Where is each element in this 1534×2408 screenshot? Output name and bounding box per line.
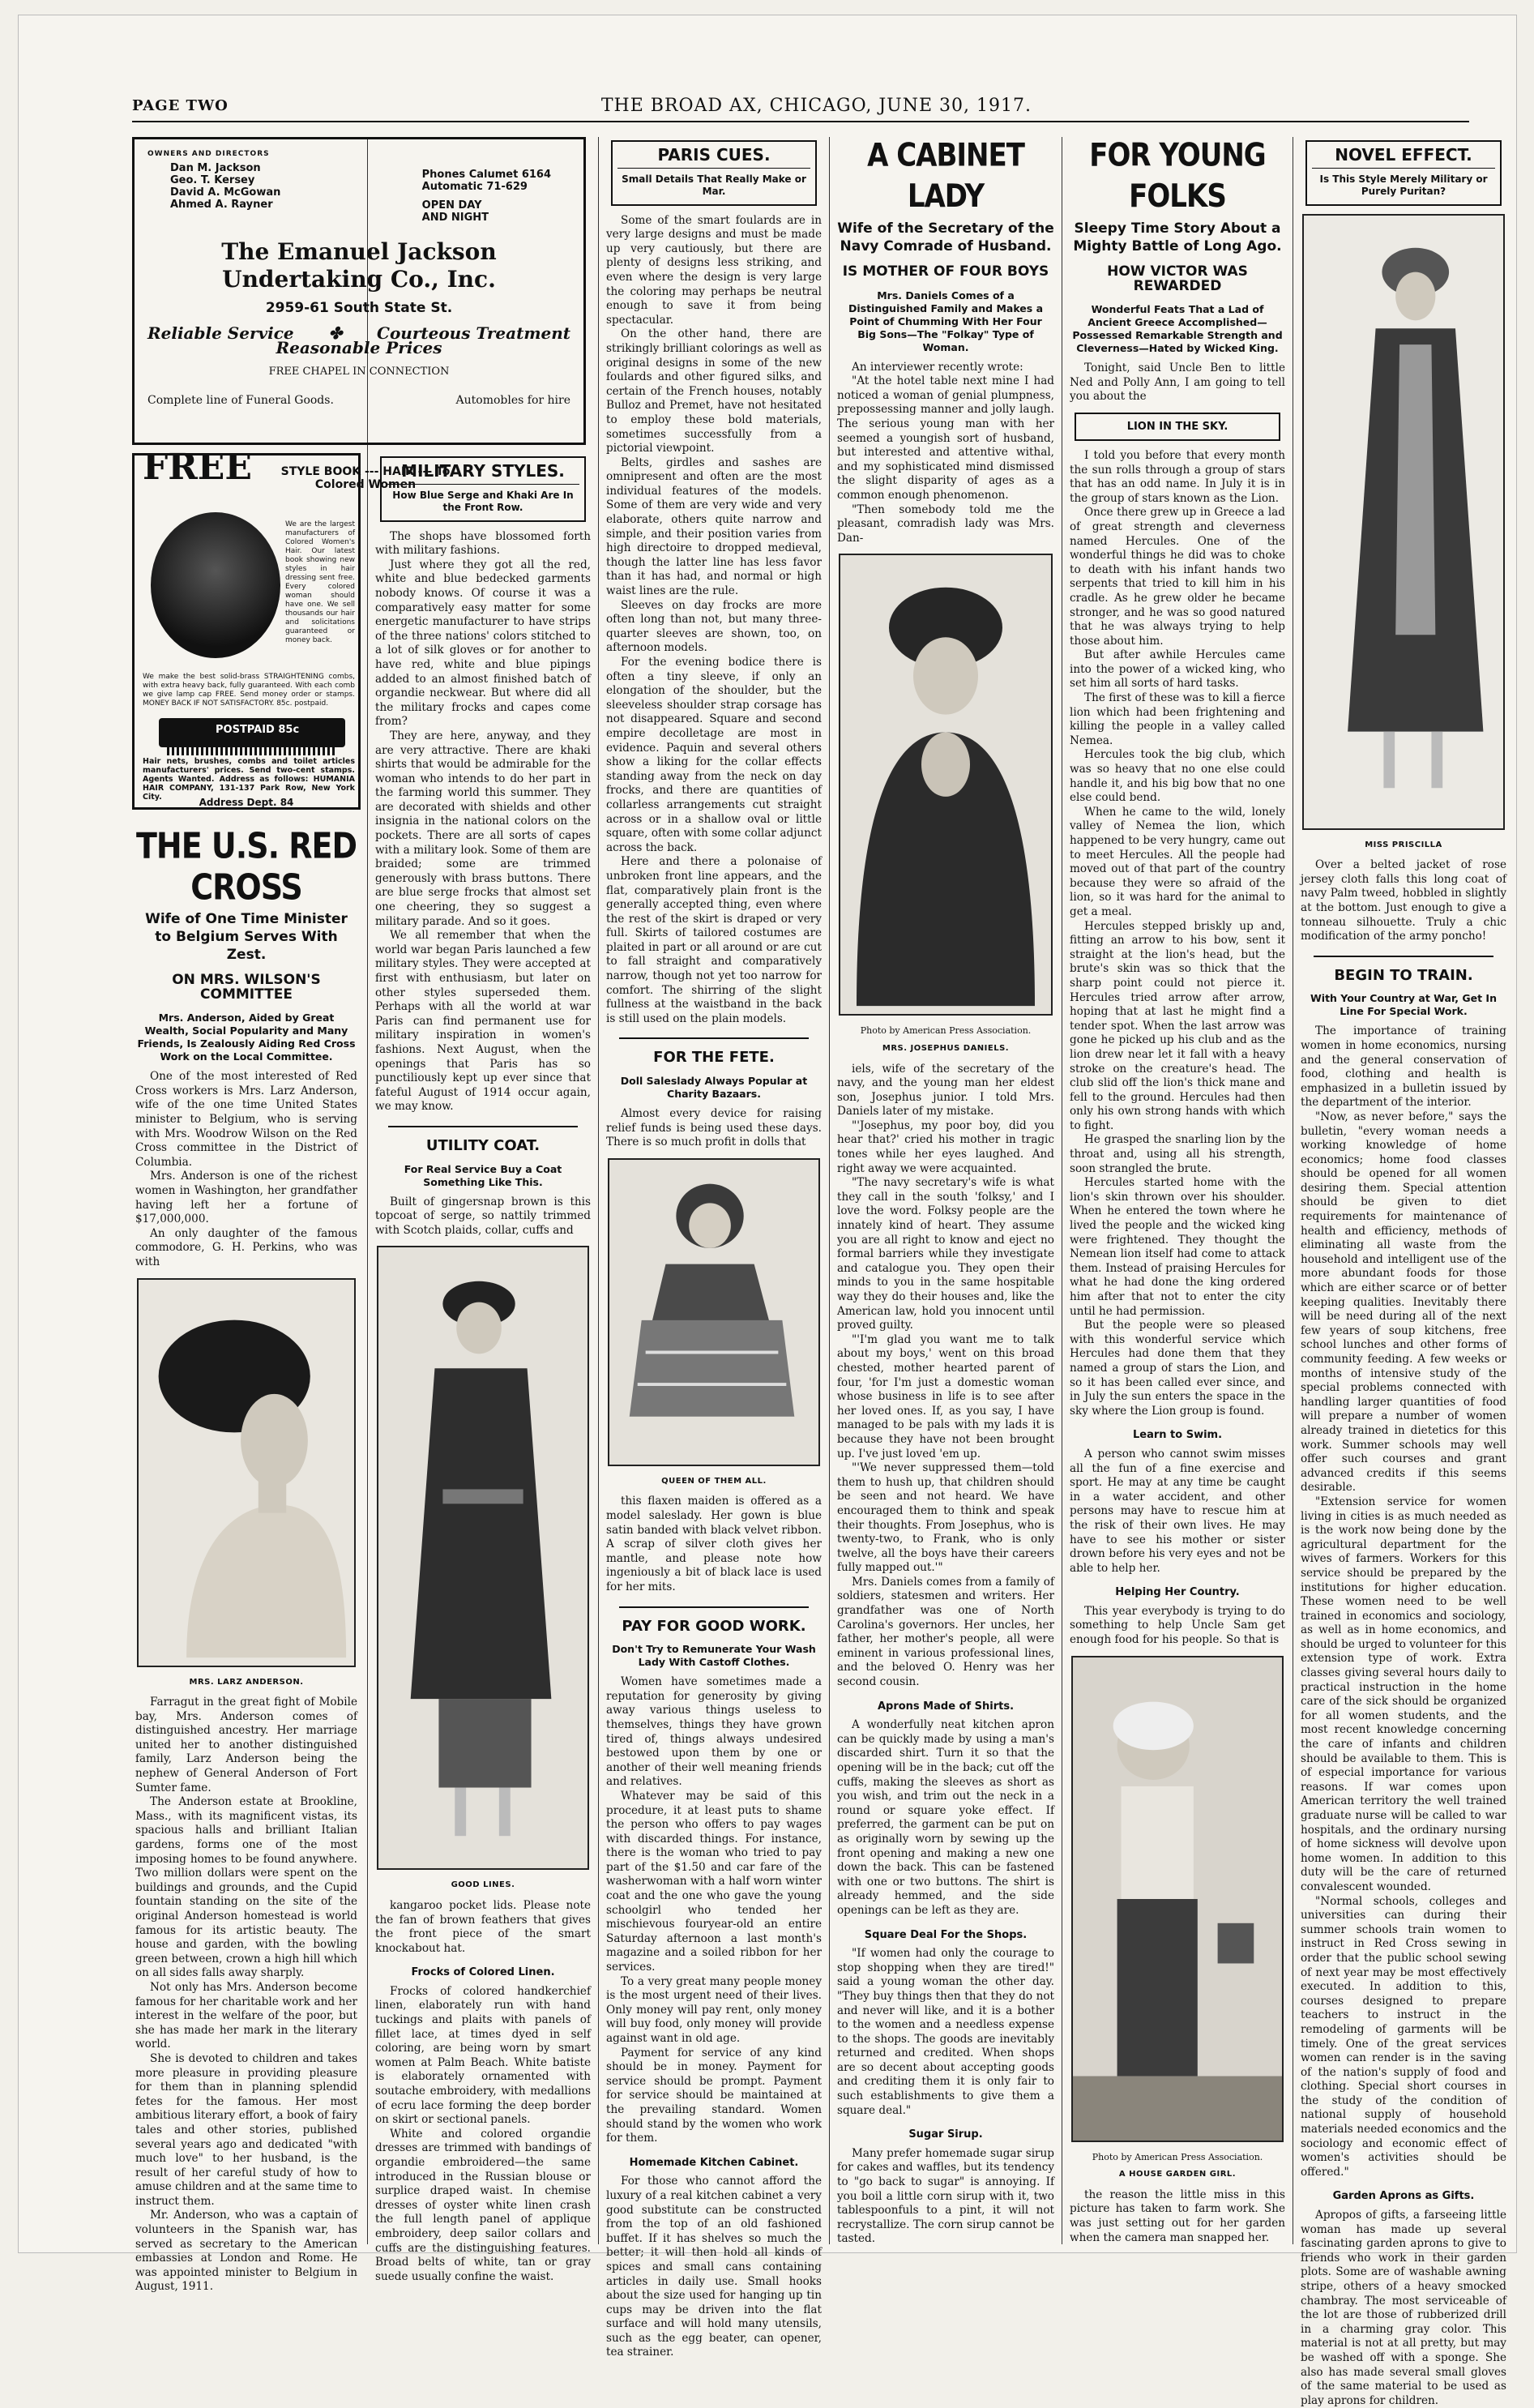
paragraph: the reason the little miss in this picture has taken to farm work. She was just setting out for her garden when the camera man snapped her. (1070, 2188, 1285, 2244)
paragraph: They are here, anyway, and they are very attractive. There are khaki shirts that would be admirable for the woman who intends to do her part in the farming world this summer. They are decorated with shields and other insignia in the national colors on the pockets. There are all sorts of capes with a military look. Some of them are braided; some are trimmed generously with brass buttons. There are blue serge frocks that almost set one cheering, they so suggest a military parade. And so it goes. (375, 729, 591, 928)
comb-price: POSTPAID 85c (216, 724, 300, 736)
paragraph: Over a belted jacket of rose jersey cloth falls this long coat of navy Palm tweed, hobbled in slightly at the bottom. Just enough to give a tonneau silhouette. Truly a chic modification of the army poncho! (1301, 858, 1506, 943)
photo-caption: MRS. JOSEPHUS DANIELS. (882, 1043, 1010, 1053)
paragraph: But the people were so pleased with this wonderful service which Hercules had done them that they named a group of stars the Lion, and so it has been called ever since, and in July the sun enters the space in the sky where the Lion group is found. (1070, 1319, 1285, 1418)
paragraph: For the evening bodice there is often a tiny sleeve, if only an elongation of the shoulder, but the sleeveless shoulder strap corsage has not disappeared. Square and second empire decolletage are most in evidence. Paquin and several others show a liking for the collar effects standing away from the neck on day frocks, and there are quantities of collarless arrangements cut straight across or in a shallow oval or little square, often with some collar adjunct across the back. (606, 656, 822, 854)
column-2 (372, 453, 594, 2283)
phone: Phones Calumet 6164 (421, 169, 551, 181)
portrait-photo (137, 1278, 356, 1667)
woman-in-coat-icon (378, 1247, 588, 1868)
paragraph: For those who cannot afford the luxury of a real kitchen cabinet a very good substitute can be constructed from the top of an old fashioned buffet. If it has shelves so much the better; it will then hold all kinds of spices and small cans containing articles in daily use. Small hooks about the size used for hanging up tin cups may be driven into the flat surface and will hold many utensils, such as the egg beater, can opener, tea strainer. (606, 2175, 822, 2359)
inline-head: Helping Her Country. (1115, 1586, 1240, 1599)
hair-ad-body: We are the largest manufacturers of Colored Women's Hair. Our latest book showing new styles in hair dressing sent free. Every colored woman should have one. We sell thousands our hair and solicitations guaranteed or money back. (285, 520, 355, 644)
subhead-caps: IS MOTHER OF FOUR BOYS (842, 263, 1049, 280)
paragraph: When he came to the wild, lonely valley of Nemea the lion, which happened to be very hungry, came out to meet Hercules. All the people had moved out of that part of the country because they were so afraid of the lion, so it was hard for the animal to get a meal. (1070, 805, 1285, 918)
bottom-line (147, 394, 570, 408)
subhead-caps: ON MRS. WILSON'S COMMITTEE (172, 972, 321, 1003)
prices-line: Reasonable Prices (276, 337, 442, 357)
paragraph: Some of the smart foulards are in very large designs and must be made up very cautiously, but there are plenty of designs less striking, and even where the design is very large the coloring may perhaps be neutral enough to save it from being spectacular. (606, 213, 822, 327)
owner-name: Ahmed A. Rayner (170, 198, 273, 211)
phones (422, 169, 551, 224)
headline-fete: FOR THE FETE. (653, 1049, 775, 1067)
paragraph: "Then somebody told me the pleasant, comradish lady was Mrs. Dan- (837, 503, 1054, 545)
hair-ad (132, 447, 451, 810)
inline-head: Learn to Swim. (1132, 1429, 1223, 1442)
photo-caption: A HOUSE GARDEN GIRL. (1118, 2170, 1237, 2179)
inline-head: Aprons Made of Shirts. (877, 1700, 1015, 1713)
page-number: PAGE TWO (132, 96, 229, 114)
owner-name: David A. McGowan (170, 186, 281, 199)
paragraph: Tonight, said Uncle Ben to little Ned and Polly Ann, I am going to tell you about the (1070, 361, 1285, 404)
newspaper-page (18, 15, 1517, 2407)
deck: Doll Saleslady Always Popular at Charity Bazaars. (620, 1075, 808, 1101)
headline-paris-cues: PARIS CUES. (617, 148, 810, 169)
paragraph: Women have sometimes made a reputation for generosity by giving away various things useless to themselves, things they have grown tired of, things always undesired bestowed upon them by one or another of their well meaning friends and relatives. (606, 1675, 822, 1789)
lion-head: LION IN THE SKY. (1126, 420, 1228, 433)
paragraph: An interviewer recently wrote: (852, 360, 1023, 374)
headline-red-cross: THE U.S. RED CROSS (136, 825, 357, 908)
column-rule (367, 137, 368, 2244)
headline-pay: PAY FOR GOOD WORK. (622, 1617, 806, 1635)
divider (388, 1126, 578, 1127)
subhead: Small Details That Really Make or Mar. (622, 173, 806, 197)
paragraph: Built of gingersnap brown is this topcoat of serge, so nattily trimmed with Scotch plaids, collar, cuffs and (375, 1195, 591, 1237)
garden-girl-photo (1071, 1656, 1284, 2142)
autos: Automobles for hire (455, 393, 570, 407)
service-right: Courteous Treatment (377, 323, 570, 344)
headline-novel-effect: NOVEL EFFECT. (1312, 148, 1495, 169)
deck: For Real Service Buy a Coat Something Like This. (404, 1162, 562, 1188)
paragraph: this flaxen maiden is offered as a model saleslady. Her gown is blue satin banded with black velvet ribbon. A scrap of silver cloth gives her mantle, and please note how ingeniously a bit of black lace is used for her mits. (606, 1495, 822, 1593)
column-4 (834, 137, 1058, 2252)
paragraph: On the other hand, there are strikingly brilliant colorings as well as original designs in some of the new foulards and other figured silks, and certain of the French houses, notably Bulloz and Premet, have not hesitated to employ these bold materials, sometimes successfully from a pictorial viewpoint. (606, 327, 822, 456)
subhead: Sleepy Time Story About a Mighty Battle of Long Ago. (1073, 220, 1282, 254)
subhead: Wife of the Secretary of the Navy Comrade of Husband. (837, 220, 1054, 254)
deck: Don't Try to Remunerate Your Wash Lady With Castoff Clothes. (612, 1643, 816, 1669)
headline-utility-coat: UTILITY COAT. (425, 1136, 541, 1154)
deck: Mrs. Anderson, Aided by Great Wealth, Social Popularity and Many Friends, Is Zealously Aiding Red Cross Work on the Local Committee. (137, 1012, 356, 1063)
deck: With Your Country at War, Get In Line For Special Work. (1310, 992, 1497, 1018)
paragraph: One of the most interested of Red Cross workers is Mrs. Larz Anderson, wife of the one time United States minister to Belgium, who is serving with Mrs. Woodrow Wilson on the Red Cross committee in the District of Columbia. (135, 1070, 357, 1169)
inline-head: Sugar Sirup. (908, 2128, 983, 2141)
paragraph: "Now, as never before," says the bulletin, "every woman needs a working knowledge of home economics; home food classes should be opened for all women desiring them. Special attention should be given to diet requirements for maintenance of health and efficiency, methods of eliminating all waste from the household and intelligent use of the more abundant foods for those which are either scarce or of better keeping qualities. Inevitably there will be need during all of the next few years of soup kitchens, free school lunches and other forms of community feeding. A few weeks or months of intensive study of the special problems connected with handling larger quantities of food will prepare a number of women already trained in dietetics for this work. Summer schools may well offer such courses and grant advanced credits if this seems desirable. (1301, 1110, 1506, 1495)
coat-photo (377, 1246, 589, 1870)
paragraph: Mr. Anderson, who was a captain of volunteers in the Spanish war, has served as secretary to the American embassies at London and Rome. He was appointed minister to Belgium in August, 1911. (135, 2209, 357, 2294)
paragraph: Whatever may be said of this procedure, it at least puts to shame the person who offers to pay wages with discarded things. For instance, there is the woman who tried to pay part of the $1.50 and car fare of the washerwoman with a half worn winter coat and the one who gave the young schoolgirl who tended her mischievous fouryear-old an entire Saturday afternoon a last month's magazine and a soiled ribbon for her services. (606, 1789, 822, 1974)
inline-head: Square Deal For the Shops. (864, 1928, 1028, 1941)
funeral-goods: Complete line of Funeral Goods. (147, 393, 334, 407)
woman-in-long-coat-icon (1304, 216, 1503, 828)
headline-cabinet-lady: A CABINET LADY (867, 136, 1024, 216)
headline-begin-to-train: BEGIN TO TRAIN. (1334, 966, 1473, 984)
fleuron-icon: ✤ (328, 323, 343, 344)
paragraph: "The navy secretary's wife is what they call in the south 'folksy,' and I love the word. Folksy people are the innately kind of heart. They assume you are all right to know and eject no formal barriers while they investigate and catalogue you. They open their minds to you in the same hospitable way they do their houses and, like the American law, hold you innocent until proved guilty. (837, 1176, 1054, 1332)
headline-young-folks: FOR YOUNG FOLKS (1089, 136, 1266, 216)
paragraph: "If women had only the courage to stop shopping when they are tired!" said a young woman the other day. "They buy things then that they do not and never will like, and it is a bother to the women and a needless expense to the shops. The goods are inevitably returned and credited. When shops are so decent about accepting goods and crediting them it is only fair to such establishments to give them a square deal." (837, 1947, 1054, 2117)
paragraph: An only daughter of the famous commodore, G. H. Perkins, who was with (135, 1226, 357, 1268)
paragraph: Apropos of gifts, a farseeing little woman has made up several fascinating garden aprons to give to friends who work in their garden plots. Some are of washable awning stripe, others of a heavy smocked chambray. The most serviceable of the lot are those of rubberized drill in a charming gray color. This material is not at all pretty, but may be washed off with a sponge. She also has made several small gloves of the same material to be used as play aprons for children. (1301, 2209, 1506, 2407)
style-book-label: STYLE BOOK --- HAIR --- To Colored Women (280, 465, 451, 491)
paragraph: Hercules started home with the lion's skin thrown over his shoulder. When he entered the town where he lived the people and the wicked king were frightened. They thought the Nemean lion itself had come to attack them. Instead of praising Hercules for what he had done the king ordered him after that not to enter the city until he had permission. (1070, 1176, 1285, 1318)
paragraph: "'We never suppressed them—told them to hush up, that children should be seen and not heard. We have encouraged them to think and speak their thoughts. From Josephus, who is twenty-two, to Frank, who is only twelve, all the boys have their careers fully mapped out.'" (837, 1461, 1054, 1575)
daniels-photo (839, 554, 1053, 1016)
chapel-line: FREE CHAPEL IN CONNECTION (268, 366, 450, 379)
inline-head: Garden Aprons as Gifts. (1332, 2190, 1475, 2203)
paragraph: iels, wife of the secretary of the navy, and the young man her eldest son, Josephus junior. I told Mrs. Daniels later of my mistake. (837, 1062, 1054, 1118)
woman-portrait-icon (139, 1280, 354, 1666)
paragraph: I told you before that every month the sun rolls through a group of stars that has an odd name. In July it is in the group of stars known as the Lion. (1070, 448, 1285, 505)
hair-illustration-icon (151, 512, 280, 658)
undertaking-ad (132, 137, 586, 445)
inline-head: Homemade Kitchen Cabinet. (629, 2156, 799, 2169)
hair-ad-body-3: Hair nets, brushes, combs and toilet articles manufacturers' prices. Send two-cent stamps. Agents Wanted. Address as follows: HUMANIA HAIR COMPANY, 131-137 Park Row, New York City. (143, 757, 355, 802)
paragraph: A person who cannot swim misses all the fun of a fine exercise and sport. He may at any time be caught in a water accident, and other persons may have to rescue him at the risk of their own lives. He may have to see his mother or sister drown before his very eyes and not be able to help her. (1070, 1447, 1285, 1575)
subhead: Is This Style Merely Military or Purely Puritan? (1319, 173, 1488, 197)
headline-military: MILITARY STYLES. (387, 464, 579, 485)
photo-caption: GOOD LINES. (451, 1880, 515, 1890)
paragraph: "Extension service for women living in cities is as much needed as is the work now being done by the agricultural department for the wives of farmers. Workers for this service should be prepared by the institutions for higher education. These women need to be well trained in economics and sociology, as well as in home economics, and should be urged to volunteer for this extension type of work. Extra classes giving several hours daily to practical instruction in the home care of the sick should be organized for all women students, and the most recent knowledge concerning the care of infants and children should be available to them. This is of especial importance for various reasons. If war comes upon American territory the well trained graduate nurse will be called to war hospitals, and the ordinary nursing of home sickness will devolve upon home women. In addition to this duty will be the care of returned convalescent wounded. (1301, 1495, 1506, 1893)
priscilla-photo (1302, 214, 1505, 830)
girl-with-pail-icon (1073, 1657, 1282, 2141)
box-headline (1305, 140, 1502, 206)
paragraph: "At the hotel table next mine I had noticed a woman of genial plumpness, prepossessing manner and jolly laugh. The serious young man with her seemed a youngish sort of husband, but interested and attentive withal, and my sophisticated mind dismissed the slight disparity of ages as a common enough phenomenon. (837, 374, 1054, 502)
deck: Mrs. Daniels Comes of a Distinguished Family and Makes a Point of Chumming With Her Four Big Sons—The "Folkay" Type of Woman. (848, 289, 1044, 353)
box-headline (611, 140, 817, 206)
owner-name: Geo. T. Kersey (170, 173, 255, 186)
photo-credit: Photo by American Press Association. (1092, 2151, 1263, 2162)
photo-caption: QUEEN OF THEM ALL. (661, 1476, 767, 1486)
subhead: Wife of One Time Minister to Belgium Serves With Zest. (145, 911, 348, 963)
paragraph: Not only has Mrs. Anderson become famous for her charitable work and her interest in the welfare of the poor, but she has made her mark in the literary world. (135, 1980, 357, 2051)
paragraph: To a very great many people money is the most urgent need of their lives. Only money will pay rent, only money will buy food, only money will provide against want in old age. (606, 1974, 822, 2045)
paragraph: Once there grew up in Greece a lad of great strength and cleverness named Hercules. One of the wonderful things he did was to choke to death with his infant hands two serpents that tried to kill him in his cradle. As he grew older he became stronger, and he was so good natured that he was always trying to help those about him. (1070, 506, 1285, 648)
paragraph: Many prefer homemade sugar sirup for cakes and waffles, but its tendency to "go back to sugar" is annoying. If you boil a little corn sirup with it, two tablespoonfuls to a pint, it will not recrystallize. The corn sirup cannot be tasted. (837, 2146, 1054, 2246)
column-rule (598, 137, 599, 2244)
hair-ad-dept: Address Dept. 84 (199, 797, 294, 808)
divider (619, 1037, 809, 1039)
paragraph: Frocks of colored handkerchief linen, elaborately run with hand tuckings and plaits with panels of fillet lace, at times dyed in self coloring, are being worn by smart women at Palm Beach. White batiste is elaborately ornamented with soutache embroidery, with medallions of ecru lace forming the deep border on skirt or sectional panels. (375, 1984, 591, 2127)
photo-credit: Photo by American Press Association. (860, 1025, 1032, 1037)
hours: OPEN DAY (421, 199, 482, 212)
firm-address: 2959-61 South State St. (265, 299, 453, 316)
column-5 (1066, 137, 1288, 2252)
paragraph: Here and there a polonaise of unbroken front line appears, and the flat, comparatively plain front is the generally accepted thing, even where the rest of the skirt is draped or very full. Skirts of tailored costumes are plaited in part or all around or are cut to fall straight and comparatively narrow, though not yet too narrow for comfort. The shirring of the slight fullness at the waistband in the back is still used on the plain models. (606, 855, 822, 1025)
service-left: Reliable Service (147, 323, 294, 344)
paragraph: kangaroo pocket lids. Please note the fan of brown feathers that gives the front piece of the smart knockabout hat. (375, 1898, 591, 1955)
subhead: How Blue Serge and Khaki Are In the Front Row. (392, 489, 574, 513)
paragraph: A wonderfully neat kitchen apron can be quickly made by using a man's discarded shirt. Turn it so that the opening will be in the back; cut off the cuffs, making the sleeves as short as you wish, and trim out the neck in a round or square yoke effect. If preferred, the garment can be put on as originally worn by sewing up the front opening and making a new one down the back. This can be fastened with one or two buttons. The shirt is already hemmed, and the side openings can be left as they are. (837, 1718, 1054, 1917)
hair-ad-body-2: We make the best solid-brass STRAIGHTENING combs, with extra heavy back, fully guaranteed. With each comb we give lamp cap FREE. Send money order or stamps. MONEY BACK IF NOT SATISFACTORY. 85c. postpaid. (143, 673, 355, 708)
paragraph: Sleeves on day frocks are more often long than not, but many three-quarter sleeves are shown, too, on afternoon models. (606, 598, 822, 655)
paragraph: "'Josephus, my poor boy, did you hear that?' cried his mother in tragic tones while her eyes laughed. And right away we were acquainted. (837, 1118, 1054, 1175)
masthead (132, 90, 1469, 122)
photo-caption: MISS PRISCILLA (1365, 840, 1442, 849)
paragraph: He grasped the snarling lion by the throat and, using all his strength, soon strangled the brute. (1070, 1133, 1285, 1175)
column-3 (603, 137, 825, 2359)
paragraph: Just where they got all the red, white and blue bedecked garments nobody knows. Of course it was a comparatively easy matter for some energetic manufacturer to have strips of the three nations' colors stitched to a lot of silk gloves or for another to have red, white and blue pipings added to an almost finished batch of organdie neckwear. But where did all the military frocks and capes come from? (375, 558, 591, 729)
paragraph: Mrs. Daniels comes from a family of soldiers, statesmen and writers. Her grandfather was one of North Carolina's governors. Her uncles, her father, her mother's people, all were eminent in various professional lines, and the beloved O. Henry was her second cousin. (837, 1575, 1054, 1689)
paragraph: We all remember that when the world war began Paris launched a few military styles. They were accepted at first with enthusiasm, but later on other styles superseded them. Perhaps with all the world at war Paris can find permanent use for military inspiration in women's fashions. Next August, when the openings that Paris has so punctiliously kept up ever since that fateful August of 1914 occur again, we may know. (375, 929, 591, 1114)
box-headline (380, 456, 586, 522)
divider (619, 1606, 809, 1608)
box-headline (1075, 413, 1280, 441)
paragraph: "Normal schools, colleges and universities can during their summer schools train women to instruct in Red Cross sewing in order that the public school sewing of next year may be most effectively executed. In addition to this, courses designed to prepare teachers to instruct in the remodeling of garments will be timely. One of the great services women can render is in the saving of the nation's supply of food and clothing. Special short courses in the study of the condition of national supply of household materials needed economics and the sociology and economic effect of women's activities should be offered." (1301, 1894, 1506, 2179)
paragraph: Hercules stepped briskly up and, fitting an arrow to his bow, sent it straight at the lion's head, but the brute's skin was so thick that the sharp point could not pierce it. Hercules tried arrow after arrow, hoping that at last he might find a tender spot. When the last arrow was gone he picked up his club and as the lion drew near let it fall with a heavy stroke on the creature's head. The club slid off the lion's thick mane and fell to the ground. Hercules had then only his own strong hands with which to fight. (1070, 919, 1285, 1132)
free-label: FREE (143, 447, 252, 488)
paragraph: Payment for service of any kind should be in money. Payment for service should be prompt. Payment for service should be maintained at the prevailing standard. Women should stand by the women who work for them. (606, 2046, 822, 2145)
paragraph: Farragut in the great fight of Mobile bay, Mrs. Anderson comes of distinguished ancestry. Her marriage united her to another distinguished family, Larz Anderson being the nephew of General Anderson of Fort Sumter fame. (135, 1696, 357, 1794)
paragraph: The Anderson estate at Brookline, Mass., with its magnificent vistas, its spacious halls and brilliant Italian gardens, forms one of the most imposing homes to be found anywhere. Two million dollars were spent on the buildings and grounds, and the Cupid fountain standing on the site of the original Anderson homestead is world famous for its artistic beauty. The house and garden, with the bowling green between, crown a high hill which on all sides falls away sharply. (135, 1795, 357, 1980)
divider (1314, 956, 1493, 957)
owners-label: OWNERS AND DIRECTORS (147, 150, 270, 158)
paragraph: Hercules took the big club, which was so heavy that no one else could handle it, and his big bow that no one else could bend. (1070, 748, 1285, 805)
column-1-lower (132, 447, 451, 2294)
paragraph: Belts, girdles and sashes are omnipresent and often are the most individual features of the models. Some of them are very wide and very elaborate, others quite narrow and simple, and their position varies from high directoire to dropped medieval, though the latter line has less favor than it has had, and normal or high waist lines are the rule. (606, 456, 822, 598)
paragraph: Mrs. Anderson is one of the richest women in Washington, her grandfather having left her a fortune of $17,000,000. (135, 1170, 357, 1226)
photo-caption: MRS. LARZ ANDERSON. (189, 1677, 304, 1687)
deck: Wonderful Feats That a Lad of Ancient Greece Accomplished—Possessed Remarkable Strength and Cleverness—Hated by Wicked King. (1072, 303, 1283, 355)
column-rule (829, 137, 830, 2244)
paragraph: White and colored organdie dresses are trimmed with bandings of organdie embroidered—the same introduced in the Russian blouse or surplice draped waist. In chemise dresses of oyster white linen crash the full length panel of applique embroidery, deep sailor collars and cuffs are the distinguishing features. Broad belts of white, tan or gray suede usually confine the waist. (375, 2127, 591, 2283)
paragraph: She is devoted to children and takes more pleasure in providing pleasure for them than in planning splendid fetes for the famous. Her most ambitious literary effort, a book of fairy tales and other stories, published several years ago and dedicated "with much love" to her husband, is the result of her careful study of how to amuse children and at the same time to instruct them. (135, 2051, 357, 2208)
paragraph: The first of these was to kill a fierce lion which had been frightening and killing the people in a valley called Nemea. (1070, 691, 1285, 747)
woman-portrait-icon (840, 555, 1051, 1014)
column-6 (1297, 137, 1510, 2407)
paragraph: The shops have blossomed forth with military fashions. (375, 529, 591, 558)
phone: Automatic 71-629 (421, 181, 528, 193)
paragraph: But after awhile Hercules came into the power of a wicked king, who set him all sorts of hard tasks. (1070, 648, 1285, 691)
doll-photo (608, 1158, 820, 1466)
paragraph: Almost every device for raising relief funds is being used these days. There is so much profit in dolls that (606, 1107, 822, 1149)
hours: AND NIGHT (421, 212, 489, 224)
paragraph: The importance of training women in home economics, nursing and the general conservation of food, clothing and health is emphasized in a bulletin issued by the department of the interior. (1301, 1024, 1506, 1110)
paragraph: This year everybody is trying to do something to help Uncle Sam get enough food for his people. So that is (1070, 1604, 1285, 1647)
paragraph: "'I'm glad you want me to talk about my boys,' went on this broad chested, mother hearted parent of four, 'for I'm just a domestic woman whose business in life is to see after her loved ones. If, as you say, I have managed to be pals with my lads it is because they have not been brought up. I've just loved 'em up. (837, 1332, 1054, 1461)
inline-head: Frocks of Colored Linen. (411, 1966, 555, 1979)
owner-name: Dan M. Jackson (170, 161, 261, 174)
doll-icon (609, 1160, 818, 1465)
subhead-caps: HOW VICTOR WAS REWARDED (1107, 263, 1248, 294)
paper-title: THE BROAD AX, CHICAGO, JUNE 30, 1917. (600, 95, 1032, 116)
firm-name: The Emanuel Jackson Undertaking Co., Inc. (221, 237, 497, 293)
